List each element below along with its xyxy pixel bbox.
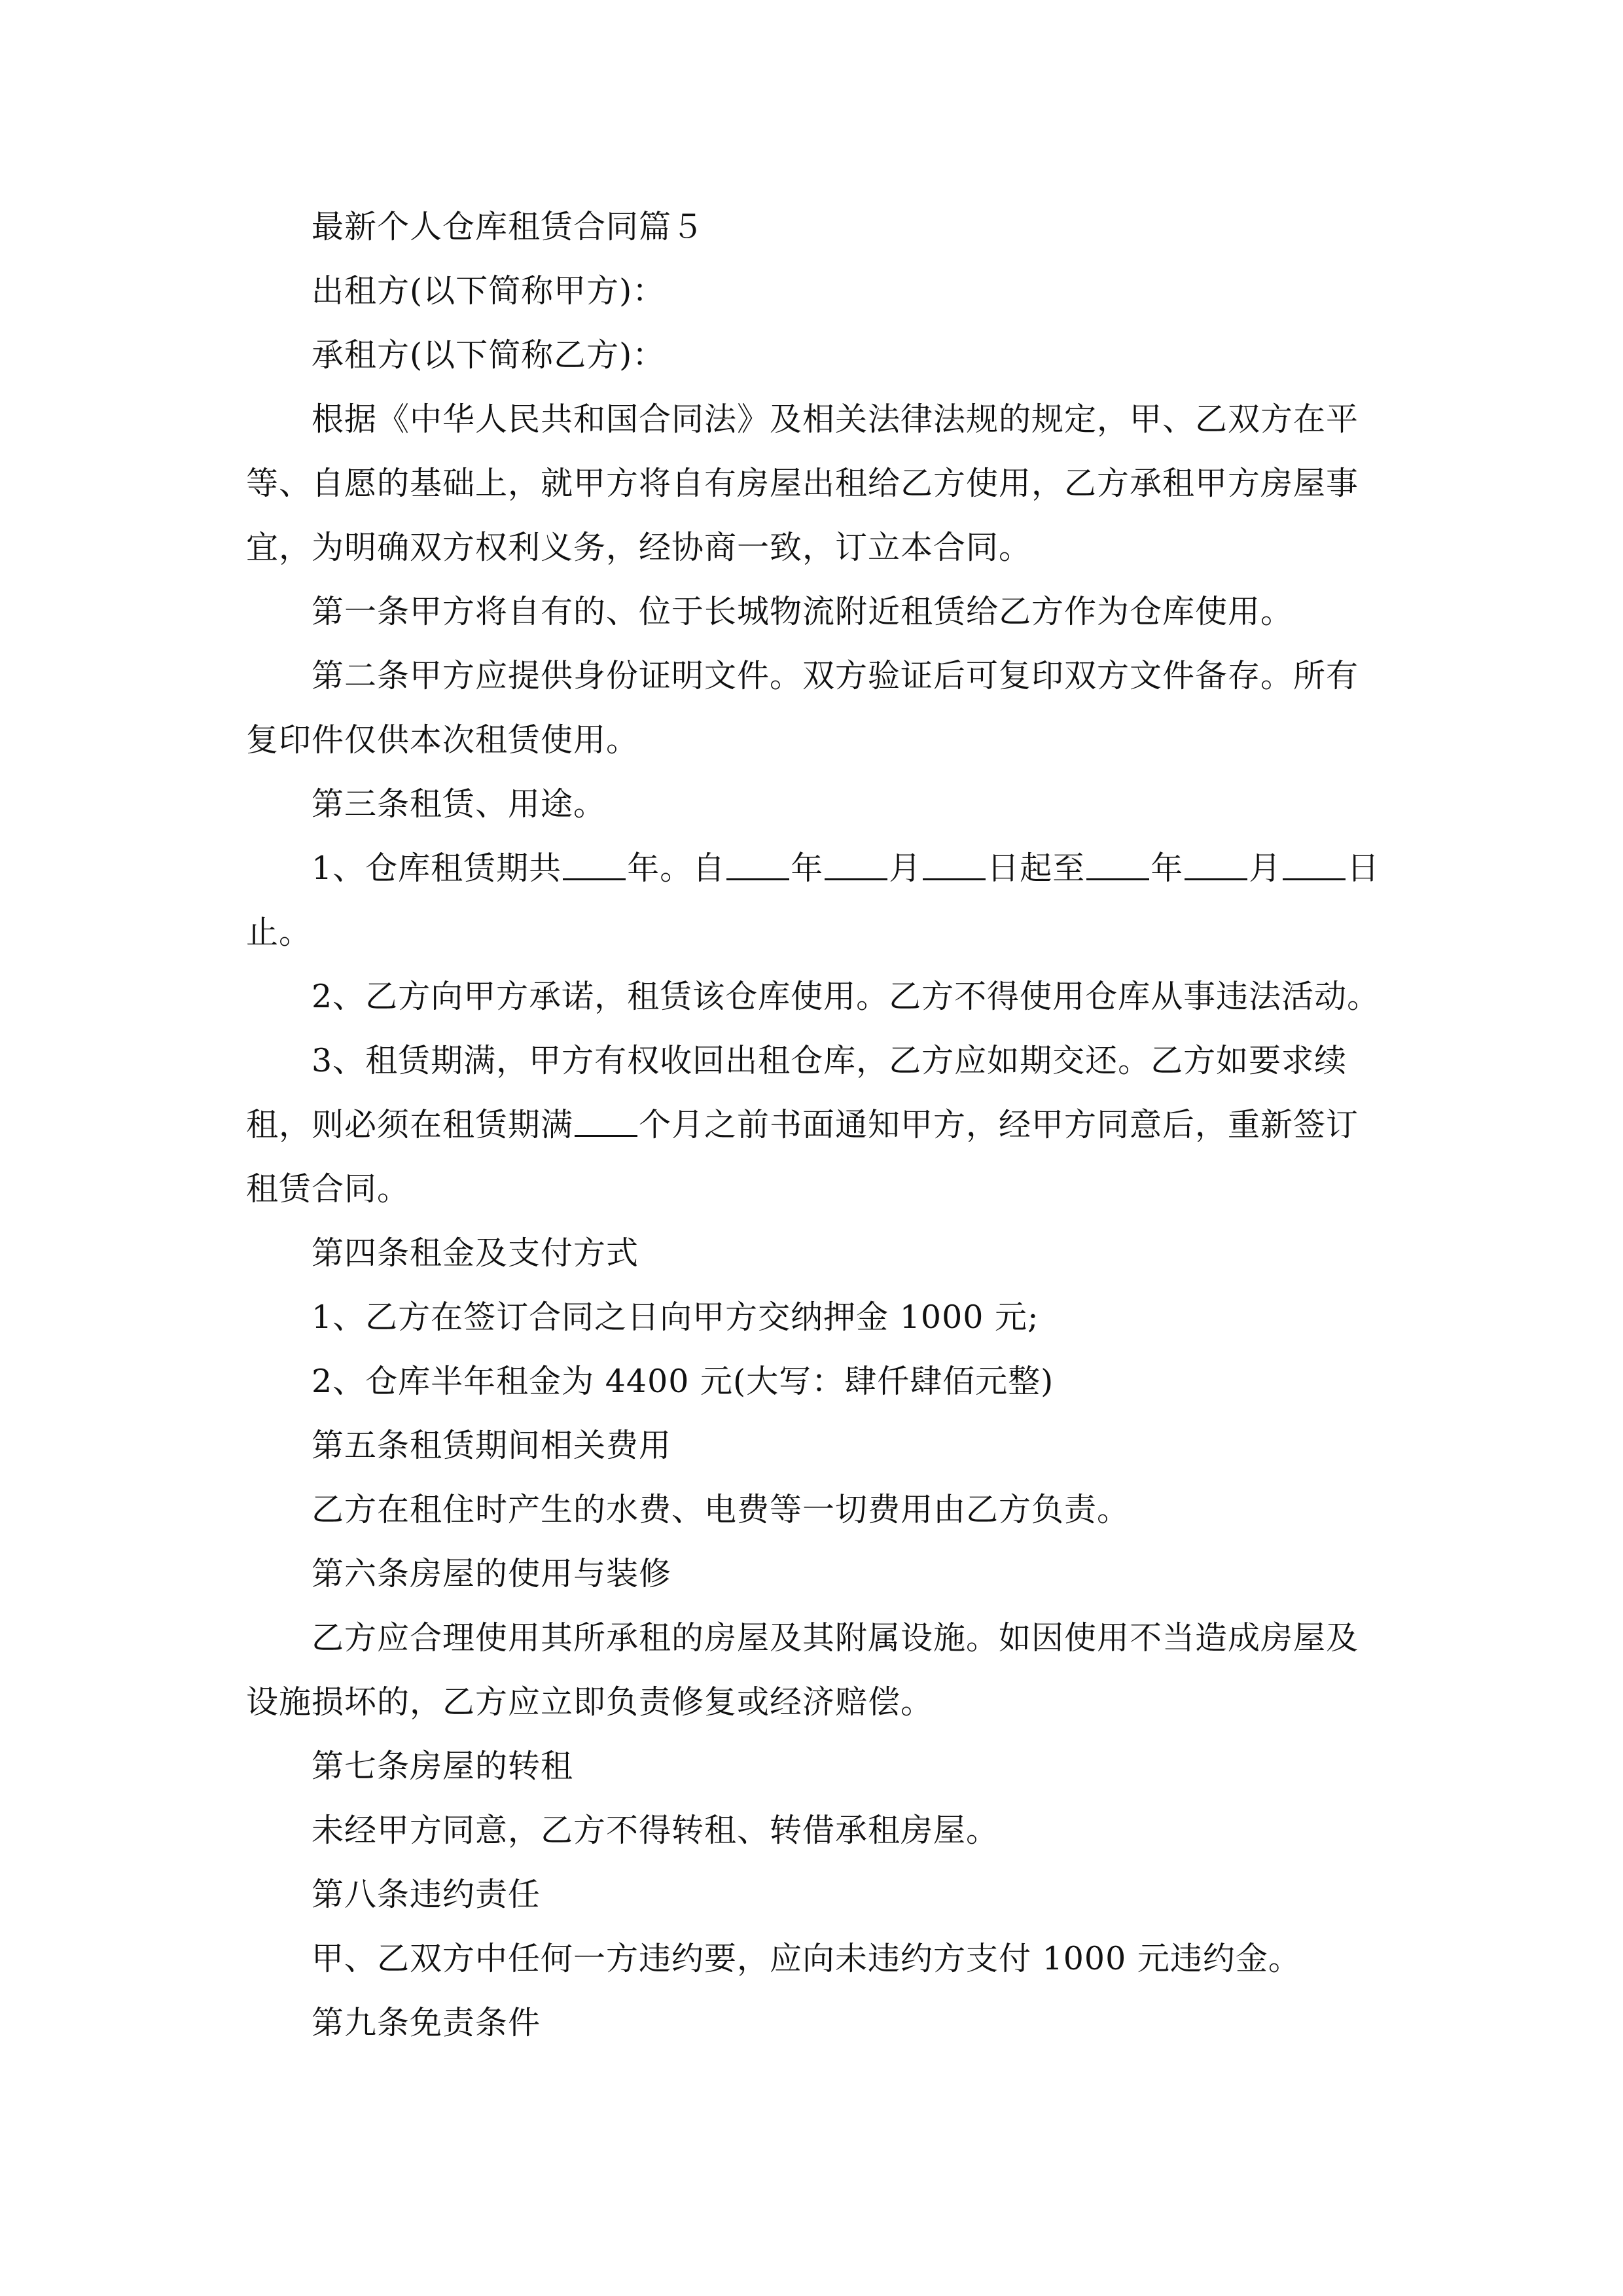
article-2: 第二条甲方应提供身份证明文件。双方验证后可复印双方文件备存。所有复印件仅供本次租赁使用。 bbox=[246, 657, 1359, 759]
article-3-item-3: 3、租赁期满，甲方有权收回出租仓库，乙方应如期交还。乙方如要求续租，则必须在租赁期满 个月之前书面通知甲方，经甲方同意后，重新签订租赁合同。 bbox=[246, 1042, 1359, 1208]
blank-line bbox=[726, 846, 789, 880]
article-3-item-2: 2、乙方向甲方承诺，租赁该仓库使用。乙方不得使用仓库从事违法活动。 bbox=[312, 978, 1380, 1015]
article-8-body: 甲、乙双方中任何一方违约要，应向未违约方支付 1000 元违约金。 bbox=[312, 1940, 1301, 1977]
article-5-title: 第五条租赁期间相关费用 bbox=[312, 1427, 672, 1464]
article-7-body: 未经甲方同意，乙方不得转租、转借承租房屋。 bbox=[312, 1812, 999, 1849]
blank-line bbox=[1086, 846, 1149, 880]
article-4-title: 第四条租金及支付方式 bbox=[312, 1234, 639, 1272]
blank-line bbox=[825, 846, 887, 880]
article-6-title: 第六条房屋的使用与装修 bbox=[312, 1555, 672, 1592]
article-3-title: 第三条租赁、用途。 bbox=[312, 785, 607, 823]
article-3-item-1: 1、仓库租赁期共 年。自 年 月 日起至 年 月 日止。 bbox=[246, 836, 1385, 965]
article-1: 第一条甲方将自有的、位于长城物流附近租赁给乙方作为仓库使用。 bbox=[312, 593, 1294, 630]
blank-line bbox=[1283, 846, 1346, 880]
blank-line bbox=[1185, 846, 1247, 880]
article-8-title: 第八条违约责任 bbox=[312, 1876, 541, 1913]
article-5-body: 乙方在租住时产生的水费、电费等一切费用由乙方负责。 bbox=[312, 1491, 1130, 1528]
article-4-item-1: 1、乙方在签订合同之日向甲方交纳押金 1000 元; bbox=[312, 1299, 1039, 1336]
lessee-line: 承租方(以下简称乙方)： bbox=[312, 336, 666, 374]
blank-line bbox=[575, 1103, 637, 1137]
article-6-body: 乙方应合理使用其所承租的房屋及其附属设施。如因使用不当造成房屋及设施损坏的，乙方应立即负责修复或经济赔偿。 bbox=[246, 1619, 1359, 1721]
article-4-item-2: 2、仓库半年租金为 4400 元(大写：肆仟肆佰元整) bbox=[312, 1363, 1054, 1400]
blank-line bbox=[923, 846, 986, 880]
contract-body bbox=[246, 195, 1385, 2055]
article-9-title: 第九条免责条件 bbox=[312, 2004, 541, 2041]
article-7-title: 第七条房屋的转租 bbox=[312, 1748, 574, 1785]
document-title: 最新个人仓库租赁合同篇５ bbox=[312, 208, 705, 245]
lessor-line: 出租方(以下简称甲方)： bbox=[312, 272, 666, 310]
preamble-paragraph: 根据《中华人民共和国合同法》及相关法律法规的规定，甲、乙双方在平等、自愿的基础上，就甲方将自有房屋出租给乙方使用，乙方承租甲方房屋事宜，为明确双方权利义务，经协商一致，订立本合同。 bbox=[246, 401, 1359, 566]
blank-line bbox=[563, 846, 626, 880]
